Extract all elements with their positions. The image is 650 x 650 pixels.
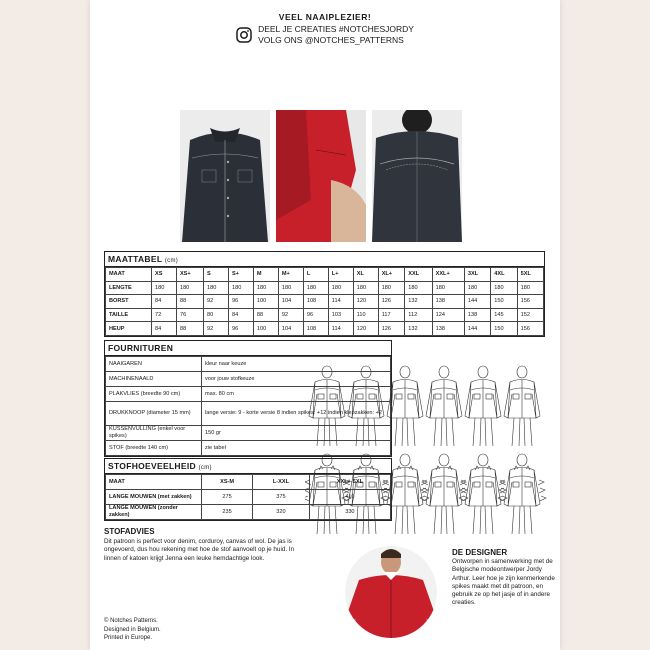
pattern-back-page	[90, 0, 560, 650]
photo-jacket-back	[372, 110, 462, 242]
copyright: © Notches Patterns. Designed in Belgium. Printed in Europe.	[104, 618, 161, 641]
jacket-drawing	[504, 366, 540, 446]
jacket-drawing	[309, 366, 345, 446]
size-chart-title: MAATTABEL (cm)	[105, 252, 544, 267]
jacket-drawing	[381, 454, 429, 534]
header-line-3: VOLG ONS @NOTCHES_PATTERNS	[258, 34, 404, 45]
technical-drawings	[305, 362, 553, 542]
table-row: LANGE MOUWEN (met zakken) 275 375 410	[106, 490, 391, 505]
jacket-drawing	[348, 366, 384, 446]
jacket-drawing	[465, 366, 501, 446]
jacket-drawing	[387, 366, 423, 446]
jacket-drawing	[342, 454, 390, 534]
fabric-advice-title: STOFADVIES	[104, 527, 155, 536]
fabric-advice-text: Dit patroon is perfect voor denim, corduroy, canvas of wol. De jas is ongevoerd, dus hou rekening met hoe de stof aanvoelt op je huid. In linnen of katoen krijgt Jenna een leuke hemdachtige look.	[104, 538, 295, 562]
designer-text: Ontworpen in samenwerking met de Belgische modeontwerper Jordy Arthur. Leer hoe je zijn kenmerkende spikes maakt met dit patroon, en gebruik ze op het jasje of in andere creaties.	[452, 558, 555, 607]
jacket-drawing	[305, 454, 351, 534]
header	[90, 12, 560, 45]
product-photos	[180, 110, 462, 242]
jacket-drawing	[420, 454, 468, 534]
supplies-title: FOURNITUREN	[105, 341, 391, 356]
table-row: LENGTE 180 180 180 180 180 180 180 180 180 180 180 180 180 180 180	[106, 281, 544, 295]
table-row: PLAKVLIES (breedte 90 cm) max. 80 cm	[106, 387, 391, 402]
table-row: NAAIGAREN kleur naar keuze	[106, 357, 391, 372]
fabric-amount-title: STOFHOEVEELHEID (cm)	[105, 459, 391, 474]
header-line-2: DEEL JE CREATIES #NOTCHESJORDY	[258, 24, 414, 34]
header-line-1: VEEL NAAIPLEZIER!	[278, 12, 372, 22]
jacket-drawing	[459, 454, 507, 534]
size-chart-header-row: MAAT XS XS+ S S+ M M+ L L+ XL XL+ XXL XXL+ 3XL 4XL 5XL	[106, 268, 544, 282]
instagram-icon	[236, 27, 252, 43]
fabric-amount-header-row: MAAT XS-M L-XXL XXL+-5XL	[106, 475, 391, 490]
table-row: DRUKKNOOP (diameter 15 mm) lange versie: 9 - korte versie 8 indien spikes: +12 indien klepzakken: +2	[106, 402, 391, 426]
table-row: HEUP 84 88 92 96 100 104 108 114 120 126 132 138 144 150 156	[106, 322, 544, 336]
jacket-drawing	[426, 366, 462, 446]
designer-info	[452, 548, 558, 608]
photo-red-detail	[276, 110, 366, 242]
size-chart-table	[105, 267, 544, 336]
photo-jacket-front	[180, 110, 270, 242]
table-row: KUSSENVULLING (enkel voor spikes) 150 gr	[106, 426, 391, 441]
size-chart	[104, 251, 545, 337]
fabric-advice	[104, 527, 309, 563]
table-row: LANGE MOUWEN (zonder zakken) 235 320 330	[106, 505, 391, 520]
designer-title: DE DESIGNER	[452, 548, 508, 557]
designer-photo	[345, 540, 437, 644]
table-row: TAILLE 72 76 80 84 88 92 96 103 110 117 112 124 138 145 152	[106, 308, 544, 322]
table-row: STOF (breedte 140 cm) zie tabel	[106, 441, 391, 456]
table-row: MACHINENAALD voor jouw stofkeuze	[106, 372, 391, 387]
jacket-drawing	[498, 454, 546, 534]
table-row: BORST 84 88 92 96 100 104 108 114 120 126 132 138 144 150 156	[106, 295, 544, 309]
